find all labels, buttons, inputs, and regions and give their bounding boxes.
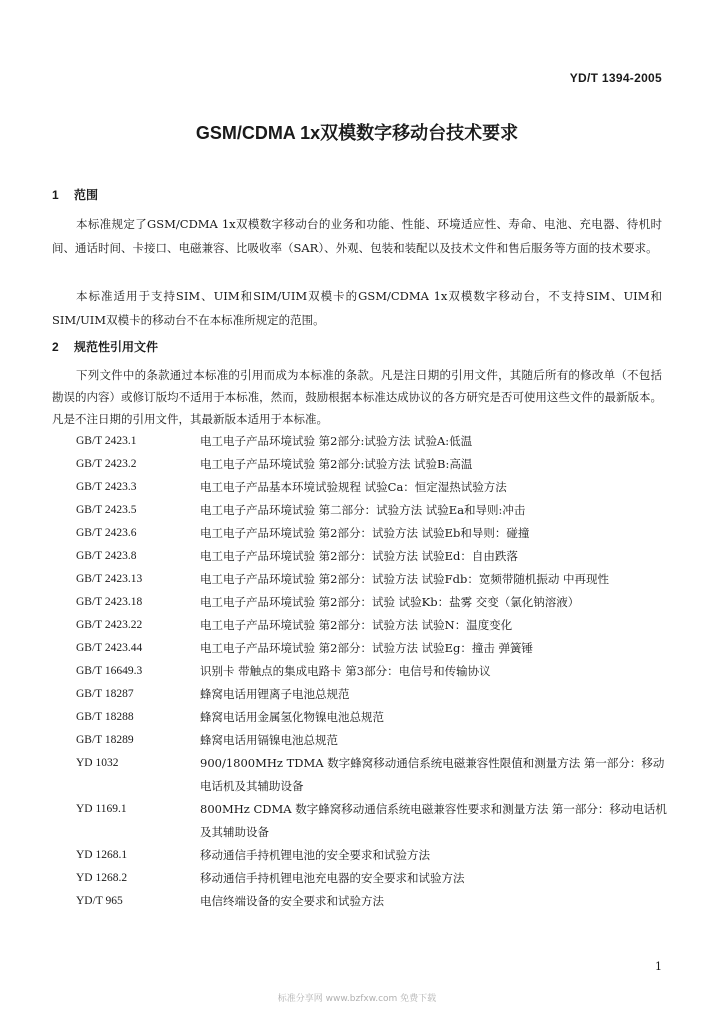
reference-title: 电工电子产品环境试验 第2部分:试验方法 试验A:低温 — [200, 434, 473, 448]
reference-code: GB/T 2423.18 — [76, 596, 143, 608]
reference-item — [76, 614, 676, 637]
reference-list — [76, 430, 676, 913]
reference-code: GB/T 16649.3 — [76, 665, 143, 677]
reference-title: 识别卡 带触点的集成电路卡 第3部分：电信号和传输协议 — [200, 664, 491, 678]
reference-title: 电工电子产品环境试验 第2部分：试验方法 试验Eg：撞击 弹簧锤 — [200, 641, 534, 655]
reference-code: GB/T 18287 — [76, 688, 134, 700]
reference-item — [76, 660, 676, 683]
reference-item — [76, 752, 676, 798]
page-number: 1 — [655, 960, 662, 973]
document-title: GSM/CDMA 1x双模数字移动台技术要求 — [195, 123, 519, 143]
reference-title: 电工电子产品环境试验 第二部分：试验方法 试验Ea和导则:冲击 — [200, 503, 526, 517]
reference-code: YD 1268.1 — [76, 849, 128, 861]
reference-title: 移动通信手持机锂电池充电器的安全要求和试验方法 — [200, 871, 465, 885]
reference-item — [76, 844, 676, 867]
reference-title: 移动通信手持机锂电池的安全要求和试验方法 — [200, 848, 430, 862]
reference-title: 电工电子产品环境试验 第2部分：试验方法 试验Eb和导则：碰撞 — [200, 526, 530, 540]
section-1-paragraph-1: 本标准规定了GSM/CDMA 1x双模数字移动台的业务和功能、性能、环境适应性、寿命、电池、充电器、待机时间、通话时间、卡接口、电磁兼容、比吸收率（SAR）、外观、包装和装配以及技术文件和售后服务等方面的技术要求。 — [52, 217, 662, 255]
reference-code: GB/T 2423.5 — [76, 504, 137, 516]
reference-title: 电工电子产品环境试验 第2部分：试验方法 试验Fdb：宽频带随机振动 中再现性 — [200, 572, 609, 586]
reference-item — [76, 798, 676, 844]
reference-item — [76, 637, 676, 660]
reference-code: GB/T 2423.2 — [76, 458, 137, 470]
reference-title: 电工电子产品环境试验 第2部分:试验方法 试验B:高温 — [200, 457, 473, 471]
reference-item — [76, 545, 676, 568]
reference-item — [76, 499, 676, 522]
reference-code: GB/T 2423.22 — [76, 619, 143, 631]
reference-code: GB/T 2423.8 — [76, 550, 137, 562]
section-1-title: 范围 — [74, 188, 99, 202]
reference-code: GB/T 2423.44 — [76, 642, 143, 654]
reference-title: 电工电子产品环境试验 第2部分：试验方法 试验Ed：自由跌落 — [200, 549, 518, 563]
reference-code: YD 1169.1 — [76, 803, 127, 815]
reference-title: 电工电子产品环境试验 第2部分：试验方法 试验N：温度变化 — [200, 618, 513, 632]
reference-code: GB/T 18288 — [76, 711, 134, 723]
reference-title: 蜂窝电话用镉镍电池总规范 — [200, 733, 338, 747]
section-2-heading — [52, 338, 158, 355]
reference-code: GB/T 2423.6 — [76, 527, 137, 539]
section-2-title: 规范性引用文件 — [74, 340, 159, 354]
reference-item — [76, 867, 676, 890]
reference-title: 电信终端设备的安全要求和试验方法 — [200, 894, 384, 908]
reference-code: YD 1032 — [76, 757, 119, 769]
section-2-intro: 下列文件中的条款通过本标准的引用而成为本标准的条款。凡是注日期的引用文件，其随后所有的修改单（不包括勘误的内容）或修订版均不适用于本标准，然而，鼓励根据本标准达成协议的各方研究是否可使用这些文件的最新版本。凡是不注日期的引用文件，其最新版本适用于本标准。 — [52, 368, 662, 426]
reference-item — [76, 568, 676, 591]
document-code: YD/T 1394-2005 — [569, 71, 662, 85]
reference-title: 800MHz CDMA 数字蜂窝移动通信系统电磁兼容性要求和测量方法 第一部分：移动电话机及其辅助设备 — [200, 802, 667, 839]
reference-code: GB/T 2423.1 — [76, 435, 137, 447]
reference-item — [76, 476, 676, 499]
reference-item — [76, 890, 676, 913]
reference-title: 电工电子产品基本环境试验规程 试验Ca：恒定湿热试验方法 — [200, 480, 507, 494]
reference-code: YD/T 965 — [76, 895, 123, 907]
reference-item — [76, 591, 676, 614]
reference-item — [76, 522, 676, 545]
reference-title: 蜂窝电话用金属氢化物镍电池总规范 — [200, 710, 384, 724]
reference-code: GB/T 2423.13 — [76, 573, 143, 585]
section-1-number: 1 — [52, 188, 59, 202]
reference-title: 电工电子产品环境试验 第2部分：试验 试验Kb：盐雾 交变（氯化钠溶液） — [200, 595, 580, 609]
reference-code: GB/T 18289 — [76, 734, 134, 746]
section-2-number: 2 — [52, 340, 59, 354]
reference-code: GB/T 2423.3 — [76, 481, 137, 493]
reference-item — [76, 683, 676, 706]
reference-title: 900/1800MHz TDMA 数字蜂窝移动通信系统电磁兼容性限值和测量方法 第一部分：移动电话机及其辅助设备 — [200, 756, 665, 793]
section-1-paragraph-2: 本标准适用于支持SIM、UIM和SIM/UIM双模卡的GSM/CDMA 1x双模数字移动台，不支持SIM、UIM和SIM/UIM双模卡的移动台不在本标准所规定的范围。 — [52, 289, 662, 327]
watermark: 标准分享网 www.bzfxw.com 免费下载 — [277, 994, 437, 1004]
reference-item — [76, 729, 676, 752]
reference-code: YD 1268.2 — [76, 872, 128, 884]
reference-item — [76, 453, 676, 476]
reference-title: 蜂窝电话用锂离子电池总规范 — [200, 687, 350, 701]
reference-item — [76, 430, 676, 453]
reference-item — [76, 706, 676, 729]
section-1-heading — [52, 186, 98, 203]
